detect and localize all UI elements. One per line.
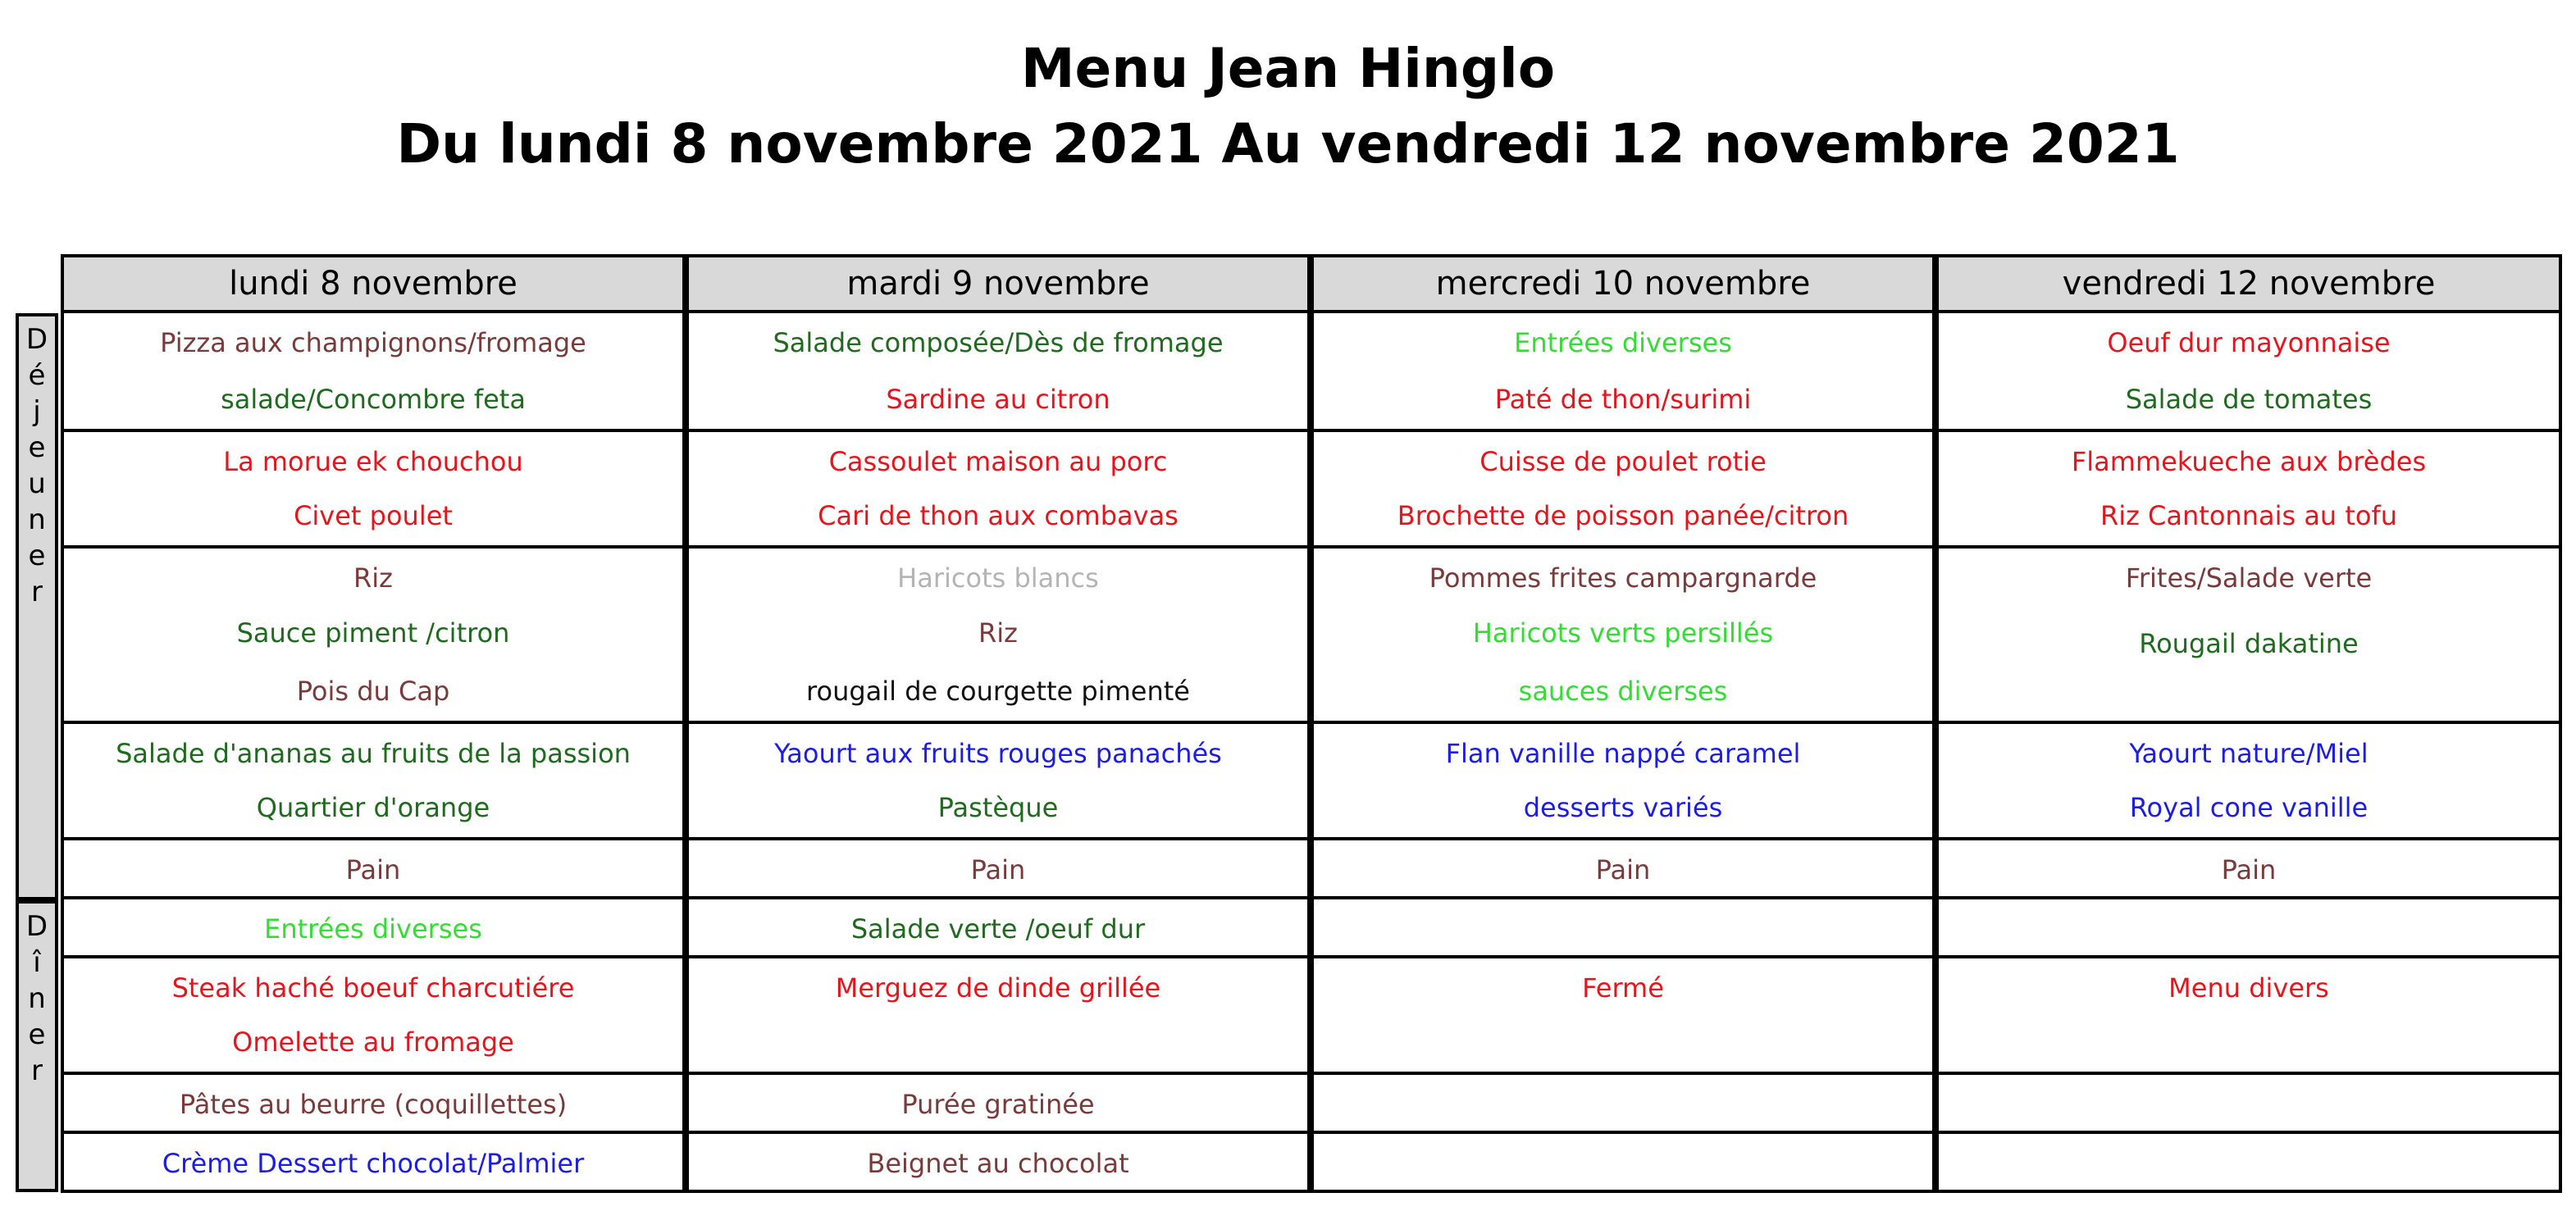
dejeuner-cell [1935,432,2562,549]
dish-item: Riz Cantonnais au tofu [2100,500,2398,531]
diner-cell [1935,1134,2562,1193]
dish-item: La morue ek chouchou [223,446,523,477]
dish-item: Brochette de poisson panée/citron [1397,500,1849,531]
dejeuner-cell [61,549,686,724]
dish-item: Riz [353,562,393,594]
dish-item: Cassoulet maison au porc [828,446,1168,477]
dish-item: Yaourt aux fruits rouges panachés [774,738,1222,769]
dish-item: Quartier d'orange [256,792,490,823]
dish-item: Cuisse de poulet rotie [1479,446,1767,477]
dish-item: Riz [978,617,1018,649]
day-header: lundi 8 novembre [61,254,686,313]
diner-cell [61,1134,686,1193]
dish-item: Cari de thon aux combavas [818,500,1179,531]
dish-item: Salade verte /oeuf dur [850,913,1146,945]
dejeuner-cell [1311,840,1935,899]
dish-item: Salade de tomates [2125,384,2373,415]
dish-item: Flan vanille nappé caramel [1445,738,1801,769]
diner-cell [61,1075,686,1134]
dish-item: Pois du Cap [296,676,450,707]
dejeuner-cell [1935,724,2562,840]
dejeuner-cell [686,432,1311,549]
dish-item: Pain [1595,854,1651,885]
dish-item: Flammekueche aux brèdes [2071,446,2427,477]
menu-date-range: Du lundi 8 novembre 2021 Au vendredi 12 novembre 2021 [396,112,2180,175]
dish-item: salade/Concombre feta [221,384,526,415]
section-letter: e [28,539,46,572]
diner-cell [1935,958,2562,1075]
dejeuner-cell [686,549,1311,724]
dish-item: Royal cone vanille [2129,792,2369,823]
dejeuner-cell [1311,549,1935,724]
section-letter: n [28,982,46,1015]
section-letter: D [25,910,48,943]
dejeuner-cell [686,313,1311,432]
section-letter: e [28,431,46,464]
dish-item: Beignet au chocolat [867,1148,1129,1179]
dish-item: sauces diverses [1518,676,1728,707]
section-letter: r [31,576,43,608]
dish-item: Pastèque [937,792,1059,823]
dish-item: Crème Dessert chocolat/Palmier [162,1148,585,1179]
dejeuner-cell [61,432,686,549]
diner-cell [1311,1075,1935,1134]
dejeuner-cell [1935,840,2562,899]
diner-cell [1311,958,1935,1075]
dish-item: Steak haché boeuf charcutiére [171,972,575,1004]
dish-item: Haricots blancs [897,562,1099,594]
dish-item: Pizza aux champignons/fromage [160,327,586,358]
dejeuner-cell [1935,313,2562,432]
section-letter: r [31,1054,43,1087]
dish-item: Sardine au citron [886,384,1110,415]
dish-item: rougail de courgette pimenté [806,676,1190,707]
dejeuner-cell [1311,724,1935,840]
diner-cell [1311,1134,1935,1193]
dish-item: Rougail dakatine [2139,628,2359,659]
dish-item: Sauce piment /citron [236,617,510,649]
dish-item: Salade composée/Dès de fromage [773,327,1224,358]
dish-item: Merguez de dinde grillée [835,972,1161,1004]
section-letter: e [28,1018,46,1051]
dejeuner-cell [686,724,1311,840]
dish-item: Pâtes au beurre (coquillettes) [179,1089,568,1120]
dish-item: Entrées diverses [1514,327,1732,358]
section-letter: j [33,395,41,428]
dish-item: desserts variés [1523,792,1723,823]
dish-item: Entrées diverses [264,913,482,945]
menu-table [61,254,2562,1193]
dish-item: Purée gratinée [901,1089,1095,1120]
dish-item: Pommes frites campargnarde [1429,562,1817,594]
dish-item: Paté de thon/surimi [1494,384,1752,415]
dejeuner-cell [1311,432,1935,549]
dejeuner-cell [61,724,686,840]
dish-item: Salade d'ananas au fruits de la passion [116,738,631,769]
section-letter: n [28,503,46,536]
diner-cell [61,958,686,1075]
dish-item: Oeuf dur mayonnaise [2107,327,2391,358]
diner-cell [1935,1075,2562,1134]
dish-item: Omelette au fromage [232,1027,514,1058]
diner-cell [1935,899,2562,958]
dejeuner-cell [61,840,686,899]
dejeuner-cell [686,840,1311,899]
dish-item: Pain [345,854,401,885]
dish-item: Pain [970,854,1026,885]
day-header: mardi 9 novembre [686,254,1311,313]
dejeuner-cell [61,313,686,432]
dish-item: Frites/Salade verte [2125,562,2373,594]
dish-item: Civet poulet [294,500,453,531]
dejeuner-section-label [16,313,58,900]
dish-item: Pain [2221,854,2277,885]
dish-item: Yaourt nature/Miel [2129,738,2369,769]
diner-section-label [16,900,58,1192]
menu-title: Menu Jean Hinglo [1020,37,1556,100]
dish-item: Menu divers [2168,972,2329,1004]
diner-cell [686,958,1311,1075]
day-header: vendredi 12 novembre [1935,254,2562,313]
diner-cell [686,1134,1311,1193]
section-letter: î [33,946,41,979]
diner-cell [686,899,1311,958]
section-letter: D [25,323,48,356]
section-letter: é [28,359,46,392]
dejeuner-cell [1311,313,1935,432]
dish-item: Haricots verts persillés [1472,617,1774,649]
diner-cell [686,1075,1311,1134]
dish-item: Fermé [1582,972,1664,1004]
section-letter: u [28,467,46,500]
diner-cell [61,899,686,958]
dejeuner-cell [1935,549,2562,724]
day-header: mercredi 10 novembre [1311,254,1935,313]
diner-cell [1311,899,1935,958]
